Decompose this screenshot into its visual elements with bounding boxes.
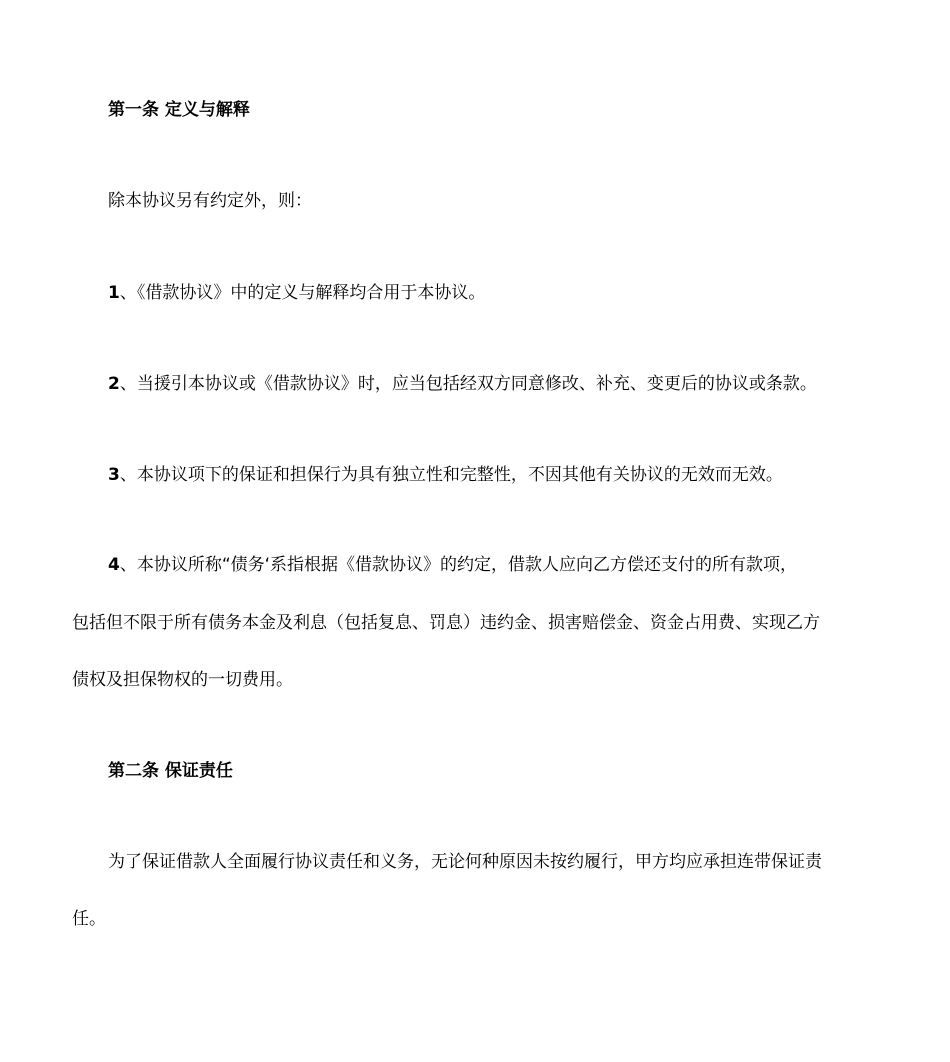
clause-number: 4 (108, 555, 120, 575)
article-2-body-line-1: 为了保证借款人全面履行协议责任和义务，无论何种原因未按约履行，甲方均应承担连带保证责 (108, 852, 822, 872)
clause-text: 、本协议项下的保证和担保行为具有独立性和完整性，不因其他有关协议的无效而无效。 (119, 465, 783, 485)
clause-3 (108, 464, 783, 486)
clause-number: 2 (108, 374, 120, 394)
clause-number: 1 (108, 283, 120, 303)
clause-4-line-1 (108, 554, 797, 576)
clause-number: 3 (108, 465, 120, 485)
clause-4-line-2: 包括但不限于所有债务本金及利息（包括复息、罚息）违约金、损害赔偿金、资金占用费、实现乙方 (72, 613, 820, 633)
article-2-body-line-2: 任。 (72, 909, 106, 929)
clause-1 (108, 282, 485, 304)
article-2-heading: 第二条 保证责任 (108, 761, 233, 781)
clause-text: 、当援引本协议或《借款协议》时，应当包括经双方同意修改、补充、变更后的协议或条款。 (119, 374, 817, 394)
article-1-intro: 除本协议另有约定外，则： (108, 191, 312, 211)
clause-4-line-3: 债权及担保物权的一切费用。 (72, 670, 293, 690)
clause-text: 、《借款协议》中的定义与解释均合用于本协议。 (119, 283, 486, 303)
clause-2 (108, 373, 817, 395)
clause-text: 、本协议所称“债务‘系指根据《借款协议》的约定，借款人应向乙方偿还支付的所有款项， (119, 555, 798, 575)
article-1-heading: 第一条 定义与解释 (108, 100, 250, 120)
